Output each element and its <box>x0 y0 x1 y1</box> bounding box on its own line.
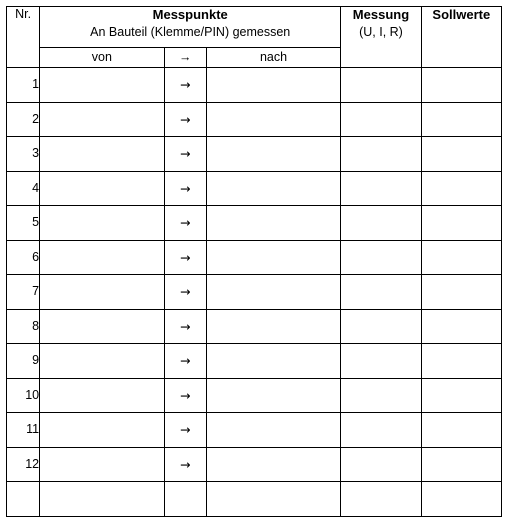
nach-cell[interactable] <box>206 447 341 482</box>
nach-cell[interactable] <box>206 309 341 344</box>
header-messpunkte-title: Messpunkte <box>152 7 228 22</box>
row-number: 7 <box>7 275 40 310</box>
von-cell[interactable] <box>40 378 165 413</box>
messung-cell[interactable] <box>341 378 421 413</box>
subheader-arrow-icon: → <box>164 48 206 68</box>
table-row <box>7 206 502 241</box>
arrow-icon: → <box>164 378 206 413</box>
messung-cell[interactable] <box>341 413 421 448</box>
arrow-icon: → <box>164 309 206 344</box>
table-row <box>7 344 502 379</box>
row-number: 5 <box>7 206 40 241</box>
row-number: 2 <box>7 102 40 137</box>
row-number: 1 <box>7 68 40 103</box>
sollwert-cell[interactable] <box>421 275 501 310</box>
table-row <box>7 102 502 137</box>
nach-cell[interactable] <box>206 102 341 137</box>
messung-cell[interactable] <box>341 309 421 344</box>
von-cell[interactable] <box>40 275 165 310</box>
table-row <box>7 309 502 344</box>
header-messung <box>341 7 421 68</box>
table-row <box>7 413 502 448</box>
messung-cell[interactable] <box>341 344 421 379</box>
arrow-icon: → <box>164 240 206 275</box>
table-row <box>7 171 502 206</box>
subheader-nach: nach <box>206 48 341 68</box>
von-cell[interactable] <box>40 102 165 137</box>
header-messung-title: Messung <box>352 7 410 22</box>
row-number: 6 <box>7 240 40 275</box>
header-nr <box>7 7 40 68</box>
row-number: 11 <box>7 413 40 448</box>
von-cell[interactable] <box>40 447 165 482</box>
von-cell[interactable] <box>40 206 165 241</box>
sollwert-cell[interactable] <box>421 482 501 517</box>
subheader-von: von <box>40 48 165 68</box>
header-messung-subtitle: (U, I, R) <box>359 24 403 39</box>
von-cell[interactable] <box>40 482 165 517</box>
header-sollwerte-title: Sollwerte <box>432 7 491 22</box>
messung-cell[interactable] <box>341 171 421 206</box>
messung-cell[interactable] <box>341 240 421 275</box>
arrow-icon: → <box>164 137 206 172</box>
nach-cell[interactable] <box>206 482 341 517</box>
nach-cell[interactable] <box>206 137 341 172</box>
header-nr-label: Nr. <box>15 7 32 21</box>
sollwert-cell[interactable] <box>421 240 501 275</box>
sollwert-cell[interactable] <box>421 102 501 137</box>
arrow-icon: → <box>164 102 206 137</box>
table-row <box>7 137 502 172</box>
table-row <box>7 378 502 413</box>
row-number: 8 <box>7 309 40 344</box>
sollwert-cell[interactable] <box>421 68 501 103</box>
nach-cell[interactable] <box>206 413 341 448</box>
table-row <box>7 275 502 310</box>
messung-cell[interactable] <box>341 206 421 241</box>
von-cell[interactable] <box>40 68 165 103</box>
header-sollwerte <box>421 7 501 68</box>
sollwert-cell[interactable] <box>421 171 501 206</box>
measurement-table <box>6 6 502 517</box>
messung-cell[interactable] <box>341 102 421 137</box>
arrow-icon: → <box>164 206 206 241</box>
nach-cell[interactable] <box>206 68 341 103</box>
arrow-icon: → <box>164 68 206 103</box>
von-cell[interactable] <box>40 240 165 275</box>
sollwert-cell[interactable] <box>421 206 501 241</box>
row-number <box>7 482 40 517</box>
sollwert-cell[interactable] <box>421 137 501 172</box>
nach-cell[interactable] <box>206 171 341 206</box>
row-number: 4 <box>7 171 40 206</box>
arrow-icon: → <box>164 447 206 482</box>
row-number: 3 <box>7 137 40 172</box>
header-messpunkte <box>40 7 341 48</box>
sollwert-cell[interactable] <box>421 344 501 379</box>
row-number: 10 <box>7 378 40 413</box>
nach-cell[interactable] <box>206 378 341 413</box>
messung-cell[interactable] <box>341 137 421 172</box>
table-body <box>7 68 502 517</box>
arrow-icon: → <box>164 344 206 379</box>
von-cell[interactable] <box>40 137 165 172</box>
messung-cell[interactable] <box>341 482 421 517</box>
sollwert-cell[interactable] <box>421 309 501 344</box>
von-cell[interactable] <box>40 413 165 448</box>
table-row <box>7 482 502 517</box>
messung-cell[interactable] <box>341 447 421 482</box>
nach-cell[interactable] <box>206 275 341 310</box>
arrow-icon <box>164 482 206 517</box>
von-cell[interactable] <box>40 171 165 206</box>
arrow-icon: → <box>164 171 206 206</box>
von-cell[interactable] <box>40 309 165 344</box>
row-number: 9 <box>7 344 40 379</box>
arrow-icon: → <box>164 275 206 310</box>
sollwert-cell[interactable] <box>421 413 501 448</box>
sollwert-cell[interactable] <box>421 378 501 413</box>
row-number: 12 <box>7 447 40 482</box>
header-messpunkte-subtitle: An Bauteil (Klemme/PIN) gemessen <box>90 24 291 39</box>
messung-cell[interactable] <box>341 68 421 103</box>
nach-cell[interactable] <box>206 206 341 241</box>
sollwert-cell[interactable] <box>421 447 501 482</box>
von-cell[interactable] <box>40 344 165 379</box>
nach-cell[interactable] <box>206 344 341 379</box>
header-row <box>7 7 502 48</box>
arrow-icon: → <box>164 413 206 448</box>
nach-cell[interactable] <box>206 240 341 275</box>
messung-cell[interactable] <box>341 275 421 310</box>
table-row <box>7 68 502 103</box>
table-row <box>7 447 502 482</box>
table-row <box>7 240 502 275</box>
